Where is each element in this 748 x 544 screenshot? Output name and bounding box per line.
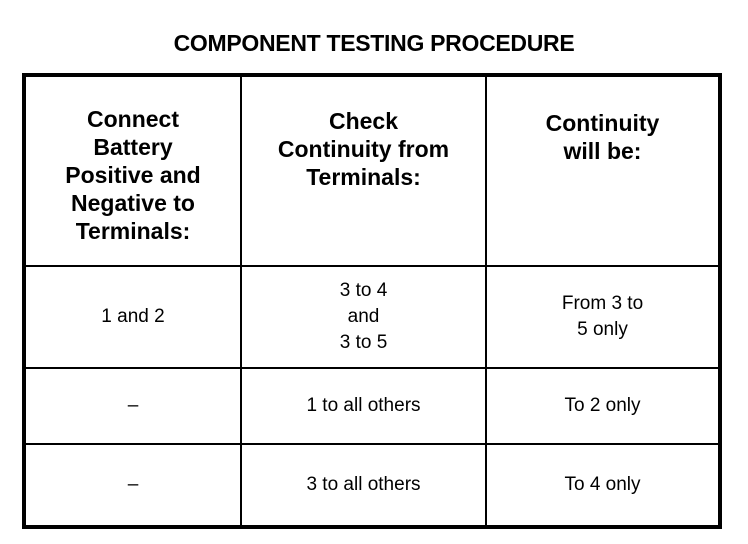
testing-procedure-table-frame: [22, 73, 722, 529]
header-connect-battery-label: Connect Battery Positive and Negative to Terminals:: [65, 106, 201, 244]
table-cell-continuity-result: To 2 only: [486, 368, 718, 444]
header-continuity-result-label: Continuity will be:: [545, 110, 660, 164]
table-cell-battery-terminals: 1 and 2: [26, 266, 241, 368]
header-check-continuity: [241, 77, 486, 266]
table-row: [26, 368, 718, 444]
table-cell-check-terminals: 3 to all others: [241, 444, 486, 525]
table-cell-check-terminals: 3 to 4 and 3 to 5: [241, 266, 486, 368]
table-row: [26, 266, 718, 368]
testing-procedure-table: [26, 77, 718, 525]
header-connect-battery: [26, 77, 241, 266]
table-cell-check-terminals: 1 to all others: [241, 368, 486, 444]
table-cell-continuity-result: From 3 to 5 only: [486, 266, 718, 368]
table-cell-battery-terminals: –: [26, 368, 241, 444]
table-cell-battery-terminals: –: [26, 444, 241, 525]
table-row: [26, 444, 718, 525]
table-header-row: [26, 77, 718, 266]
page-title: COMPONENT TESTING PROCEDURE: [173, 30, 575, 56]
header-check-continuity-label: Check Continuity from Terminals:: [277, 108, 450, 190]
table-cell-continuity-result: To 4 only: [486, 444, 718, 525]
header-continuity-result: [486, 77, 718, 266]
